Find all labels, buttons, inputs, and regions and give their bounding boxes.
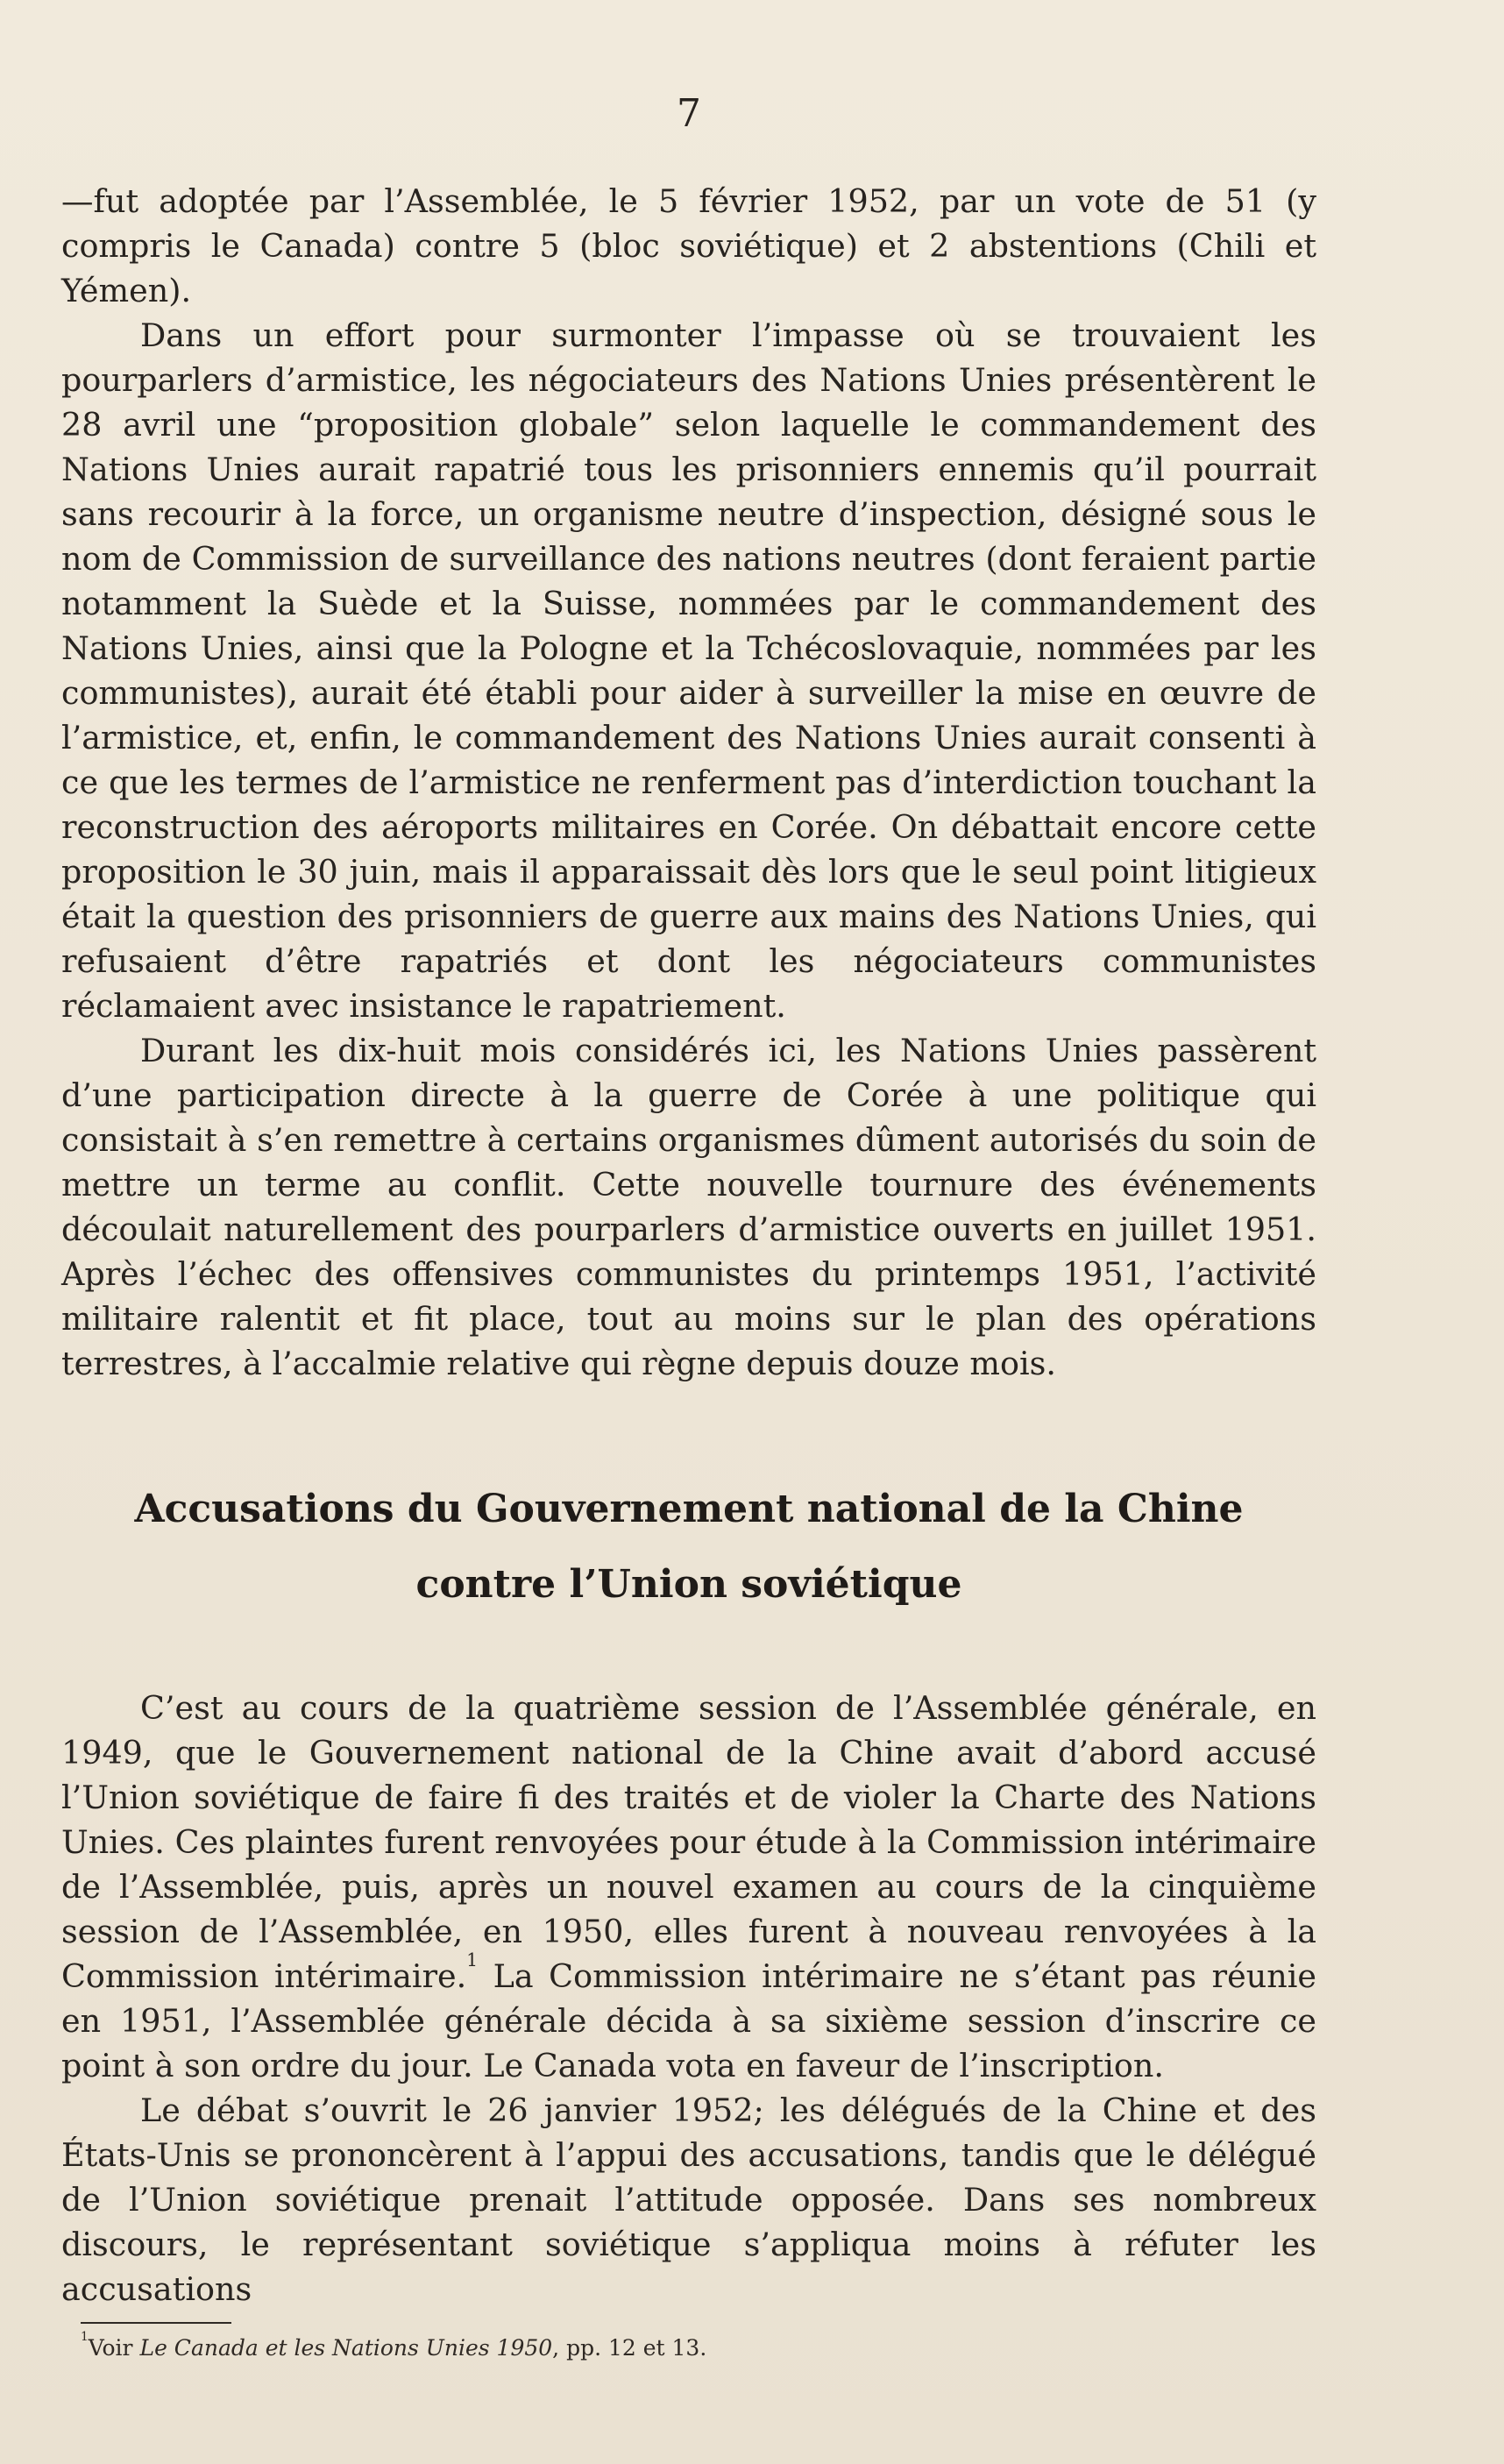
paragraph-4	[61, 1686, 1316, 2088]
paragraph-4-text-before-note: C’est au cours de la quatrième session de l’Assemblée générale, en 1949, que le Gouvernement national de la Chine avait d’abord accusé l’Union soviétique de faire fi des traités et de violer la Charte des Nations Unies. Ces plaintes furent renvoyées pour étude à la Commission intérimaire de l’Assemblée, puis, après un nouvel examen au cours de la cinquième session de l’Assemblée, en 1950, elles furent à nouveau renvoyées à la Commission intérimaire.	[61, 1689, 1316, 1995]
footnote-suffix: , pp. 12 et 13.	[552, 2335, 707, 2361]
paragraph-4-text-after-note: La Commission intérimaire ne s’étant pas réunie en 1951, l’Assemblée générale décida à sa sixième session d’inscrire ce point à son ordre du jour. Le Canada vota en faveur de l’inscription.	[61, 1957, 1316, 2084]
section-heading-line-1: Accusations du Gouvernement national de la Chine	[134, 1487, 1244, 1531]
paragraph-3: Durant les dix-huit mois considérés ici, les Nations Unies passèrent d’une participation directe à la guerre de Corée à une politique qui consistait à s’en remettre à certains organismes dûment autorisés du soin de mettre un terme au conflit. Cette nouvelle tournure des événements découlait naturellement des pourparlers d’armistice ouverts en juillet 1951. Après l’échec des offensives communistes du printemps 1951, l’activité militaire ralentit et fit place, tout au moins sur le plan des opérations terrestres, à l’accalmie relative qui règne depuis douze mois.	[61, 1032, 1316, 1382]
paragraph-2: Dans un effort pour surmonter l’impasse où se trouvaient les pourparlers d’armistice, les négociateurs des Nations Unies présentèrent le 28 avril une “proposition globale” selon laquelle le commandement des Nations Unies aurait rapatrié tous les prisonniers ennemis qu’il pourrait sans recourir à la force, un organisme neutre d’inspection, désigné sous le nom de Commission de surveillance des nations neutres (dont feraient partie notamment la Suède et la Suisse, nommées par le commandement des Nations Unies, ainsi que la Pologne et la Tchécoslovaquie, nommées par les communistes), aurait été établi pour aider à surveiller la mise en œuvre de l’armistice, et, enfin, le commandement des Nations Unies aurait consenti à ce que les termes de l’armistice ne renferment pas d’interdiction touchant la reconstruction des aéroports militaires en Corée. On débattait encore cette proposition le 30 juin, mais il apparaissait dès lors que le seul point litigieux était la question des prisonniers de guerre aux mains des Nations Unies, qui refusaient d’être rapatriés et dont les négociateurs communistes réclamaient avec insistance le rapatriement.	[61, 316, 1316, 1025]
footnote-marker: 1	[81, 2330, 89, 2345]
footnote	[81, 2331, 1316, 2366]
footnote-title: Le Canada et les Nations Unies 1950	[139, 2335, 553, 2361]
page-content	[61, 91, 1316, 2366]
footnote-divider	[81, 2322, 231, 2324]
footnote-reference: 1	[466, 1949, 479, 1970]
footnote-prefix: Voir	[88, 2335, 140, 2361]
page-number: 7	[677, 91, 701, 136]
paragraph-1: —fut adoptée par l’Assemblée, le 5 février 1952, par un vote de 51 (y compris le Canada) contre 5 (bloc soviétique) et 2 abstentions (Chili et Yémen).	[61, 182, 1316, 309]
paragraph-5: Le débat s’ouvrit le 26 janvier 1952; les délégués de la Chine et des États-Unis se prononcèrent à l’appui des accusations, tandis que le délégué de l’Union soviétique prenait l’attitude opposée. Dans ses nombreux discours, le représentant soviétique s’appliqua moins à réfuter les accusations	[61, 2091, 1316, 2308]
section-heading	[61, 1472, 1316, 1623]
section-heading-line-2: contre l’Union soviétique	[415, 1562, 962, 1607]
